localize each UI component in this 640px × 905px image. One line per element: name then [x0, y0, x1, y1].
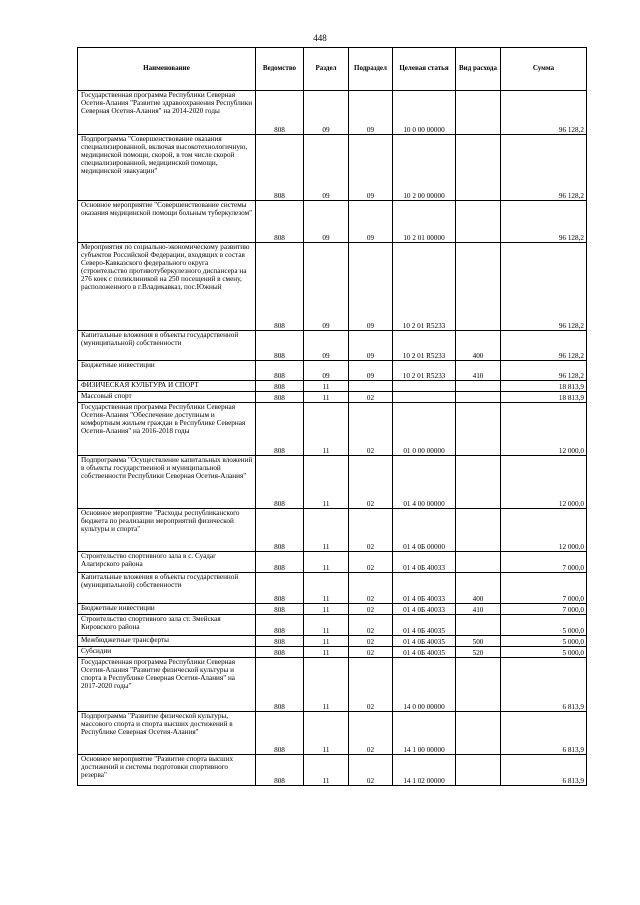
- cell-ved: 808: [256, 135, 304, 201]
- table-row: [78, 201, 587, 243]
- cell-podrazdel: 02: [349, 712, 393, 755]
- cell-podrazdel: 09: [349, 243, 393, 331]
- cell-name: Государственная программа Республики Северная Осетия-Алания "Развитие физической культуры и спорта в Республике Северная Осетия-Алания" на 2017-2020 годы": [78, 658, 256, 712]
- cell-name: Субсидии: [78, 647, 256, 658]
- cell-sum: 18 813,9: [501, 392, 587, 403]
- cell-podrazdel: 02: [349, 392, 393, 403]
- cell-razdel: 11: [304, 381, 349, 392]
- cell-vid: [456, 91, 501, 135]
- cell-cel: 10 2 01 R5233: [393, 331, 456, 361]
- cell-cel: 01 4 0Б 40035: [393, 647, 456, 658]
- cell-razdel: 11: [304, 712, 349, 755]
- table-row: [78, 712, 587, 755]
- cell-vid: [456, 712, 501, 755]
- cell-ved: 808: [256, 647, 304, 658]
- cell-vid: [456, 456, 501, 509]
- cell-razdel: 11: [304, 573, 349, 604]
- cell-cel: [393, 392, 456, 403]
- cell-name: Капитальные вложения в объекты государственной (муниципальной) собственности: [78, 331, 256, 361]
- table-row: [78, 552, 587, 573]
- cell-cel: 01 4 0Б 40035: [393, 615, 456, 636]
- budget-table: [77, 47, 587, 786]
- cell-razdel: 11: [304, 647, 349, 658]
- table-row: [78, 658, 587, 712]
- cell-cel: 10 2 00 00000: [393, 135, 456, 201]
- cell-sum: 96 128,2: [501, 91, 587, 135]
- table-row: [78, 636, 587, 647]
- cell-podrazdel: 02: [349, 573, 393, 604]
- cell-sum: 96 128,2: [501, 243, 587, 331]
- cell-sum: 5 000,0: [501, 636, 587, 647]
- table-row: [78, 392, 587, 403]
- table-row: [78, 135, 587, 201]
- cell-podrazdel: 02: [349, 615, 393, 636]
- cell-sum: 7 000,0: [501, 552, 587, 573]
- cell-name: Основное мероприятие "Расходы республиканского бюджета по реализации мероприятий физической культуры и спорта": [78, 509, 256, 552]
- table-row: [78, 647, 587, 658]
- cell-cel: 01 4 0Б 40033: [393, 604, 456, 615]
- cell-podrazdel: 09: [349, 135, 393, 201]
- cell-vid: [456, 615, 501, 636]
- cell-podrazdel: 02: [349, 552, 393, 573]
- cell-sum: 7 000,0: [501, 573, 587, 604]
- cell-cel: 10 0 00 00000: [393, 91, 456, 135]
- cell-sum: 96 128,2: [501, 135, 587, 201]
- cell-name: ФИЗИЧЕСКАЯ КУЛЬТУРА И СПОРТ: [78, 381, 256, 392]
- cell-razdel: 11: [304, 604, 349, 615]
- cell-vid: [456, 381, 501, 392]
- cell-cel: 01 0 00 00000: [393, 403, 456, 456]
- cell-podrazdel: 02: [349, 755, 393, 786]
- cell-razdel: 11: [304, 552, 349, 573]
- cell-sum: 18 813,9: [501, 381, 587, 392]
- cell-sum: 7 000,0: [501, 604, 587, 615]
- cell-podrazdel: 09: [349, 91, 393, 135]
- page-number: 448: [313, 33, 327, 43]
- cell-ved: 808: [256, 392, 304, 403]
- table-row: [78, 755, 587, 786]
- cell-vid: [456, 392, 501, 403]
- cell-cel: 10 2 01 00000: [393, 201, 456, 243]
- cell-podrazdel: 02: [349, 509, 393, 552]
- cell-razdel: 11: [304, 636, 349, 647]
- header-razdel: Раздел: [304, 48, 349, 91]
- cell-podrazdel: 02: [349, 658, 393, 712]
- cell-cel: 14 1 02 00000: [393, 755, 456, 786]
- cell-podrazdel: 02: [349, 604, 393, 615]
- cell-ved: 808: [256, 243, 304, 331]
- cell-ved: 808: [256, 658, 304, 712]
- cell-name: Подпрограмма "Осуществление капитальных вложений в объекты государственной и муниципальной собственности Республики Северная Осетия-Алания": [78, 456, 256, 509]
- cell-name: Государственная программа Республики Северная Осетия-Алания "Развитие здравоохранения Республики Северная Осетия-Алания" на 2014-2020 годы: [78, 91, 256, 135]
- header-vid: Вид расхода: [456, 48, 501, 91]
- table-row: [78, 403, 587, 456]
- header-summa: Сумма: [501, 48, 587, 91]
- cell-razdel: 11: [304, 755, 349, 786]
- cell-ved: 808: [256, 456, 304, 509]
- cell-name: Государственная программа Республики Северная Осетия-Алания "Обеспечение доступным и комфортным жильем граждан в Республике Северная Осетия-Алания" на 2016-2018 годы: [78, 403, 256, 456]
- cell-name: Массовый спорт: [78, 392, 256, 403]
- table-row: [78, 243, 587, 331]
- cell-podrazdel: 09: [349, 331, 393, 361]
- table-row: [78, 331, 587, 361]
- cell-vid: 410: [456, 361, 501, 381]
- cell-razdel: 11: [304, 658, 349, 712]
- cell-cel: 10 2 01 R5233: [393, 243, 456, 331]
- cell-cel: 10 2 01 R5233: [393, 361, 456, 381]
- cell-ved: 808: [256, 381, 304, 392]
- cell-ved: 808: [256, 361, 304, 381]
- cell-sum: 6 813,9: [501, 755, 587, 786]
- cell-ved: 808: [256, 636, 304, 647]
- cell-ved: 808: [256, 403, 304, 456]
- header-row: [78, 48, 587, 91]
- cell-razdel: 11: [304, 403, 349, 456]
- cell-sum: 6 813,9: [501, 658, 587, 712]
- cell-vid: [456, 243, 501, 331]
- table-row: [78, 381, 587, 392]
- cell-name: Бюджетные инвестиции: [78, 604, 256, 615]
- cell-name: Мероприятия по социально-экономическому развитию субъектов Российской Федерации, входящих в состав Северо-Кавказского федерального округа (строительство противотуберкулезного диспансера на 276 коек с поликлиникой на 250 посещений в смену, расположенного в г.Владикавказ, пос.Южный: [78, 243, 256, 331]
- cell-vid: 410: [456, 604, 501, 615]
- cell-podrazdel: 02: [349, 636, 393, 647]
- cell-name: Межбюджетные трансферты: [78, 636, 256, 647]
- cell-vid: [456, 658, 501, 712]
- cell-sum: 6 813,9: [501, 712, 587, 755]
- header-celevaya: Целевая статья: [393, 48, 456, 91]
- header-podrazdel: Подраздел: [349, 48, 393, 91]
- cell-podrazdel: [349, 381, 393, 392]
- cell-razdel: 09: [304, 201, 349, 243]
- cell-podrazdel: 09: [349, 361, 393, 381]
- table-row: [78, 573, 587, 604]
- cell-razdel: 11: [304, 615, 349, 636]
- cell-vid: [456, 403, 501, 456]
- table-row: [78, 509, 587, 552]
- cell-vid: [456, 509, 501, 552]
- cell-ved: 808: [256, 712, 304, 755]
- cell-cel: 01 4 0Б 40035: [393, 636, 456, 647]
- cell-ved: 808: [256, 509, 304, 552]
- table-row: [78, 615, 587, 636]
- cell-sum: 12 000,0: [501, 456, 587, 509]
- cell-ved: 808: [256, 331, 304, 361]
- table-row: [78, 91, 587, 135]
- cell-sum: 5 000,0: [501, 647, 587, 658]
- cell-name: Бюджетные инвестиции: [78, 361, 256, 381]
- cell-ved: 808: [256, 604, 304, 615]
- cell-name: Основное мероприятие "Развитие спорта высших достижений и системы подготовки спортивного резерва": [78, 755, 256, 786]
- cell-name: Подпрограмма "Совершенствование оказания специализированной, включая высокотехнологичную, медицинской помощи, скорой, в том числе скорой специализированной, медицинской помощи, медицинской эвакуации": [78, 135, 256, 201]
- cell-cel: 14 1 00 00000: [393, 712, 456, 755]
- cell-cel: 14 0 00 00000: [393, 658, 456, 712]
- cell-razdel: 09: [304, 361, 349, 381]
- table-row: [78, 361, 587, 381]
- cell-vid: 400: [456, 573, 501, 604]
- cell-razdel: 11: [304, 509, 349, 552]
- cell-sum: 96 128,2: [501, 331, 587, 361]
- cell-podrazdel: 02: [349, 403, 393, 456]
- cell-name: Подпрограмма "Развитие физической культуры, массового спорта и спорта высших достижений в Республике Северная Осетия-Алания": [78, 712, 256, 755]
- cell-razdel: 09: [304, 91, 349, 135]
- cell-cel: 01 4 00 00000: [393, 456, 456, 509]
- cell-cel: 01 4 0Б 40033: [393, 552, 456, 573]
- cell-vid: 520: [456, 647, 501, 658]
- cell-name: Строительство спортивного зала ст. Змейская Кировского района: [78, 615, 256, 636]
- cell-cel: 01 4 0Б 00000: [393, 509, 456, 552]
- cell-sum: 96 128,2: [501, 201, 587, 243]
- cell-ved: 808: [256, 573, 304, 604]
- cell-vid: [456, 135, 501, 201]
- cell-ved: 808: [256, 91, 304, 135]
- cell-ved: 808: [256, 615, 304, 636]
- cell-razdel: 11: [304, 456, 349, 509]
- cell-name: Строительство спортивного зала в с. Суадаг Алагирского района: [78, 552, 256, 573]
- header-name: Наименование: [78, 48, 256, 91]
- cell-sum: 5 000,0: [501, 615, 587, 636]
- cell-razdel: 09: [304, 243, 349, 331]
- cell-sum: 12 000,0: [501, 509, 587, 552]
- header-ved: Ведомство: [256, 48, 304, 91]
- cell-vid: [456, 552, 501, 573]
- cell-razdel: 11: [304, 392, 349, 403]
- cell-name: Основное мероприятие "Совершенствование системы оказания медицинской помощи больным туберкулезом": [78, 201, 256, 243]
- cell-cel: [393, 381, 456, 392]
- cell-razdel: 09: [304, 331, 349, 361]
- cell-cel: 01 4 0Б 40033: [393, 573, 456, 604]
- cell-vid: 500: [456, 636, 501, 647]
- table-row: [78, 604, 587, 615]
- cell-podrazdel: 02: [349, 647, 393, 658]
- cell-name: Капитальные вложения в объекты государственной (муниципальной) собственности: [78, 573, 256, 604]
- cell-ved: 808: [256, 201, 304, 243]
- cell-vid: [456, 201, 501, 243]
- cell-vid: [456, 755, 501, 786]
- table-row: [78, 456, 587, 509]
- cell-sum: 96 128,2: [501, 361, 587, 381]
- cell-sum: 12 000,0: [501, 403, 587, 456]
- cell-podrazdel: 02: [349, 456, 393, 509]
- cell-ved: 808: [256, 552, 304, 573]
- cell-podrazdel: 09: [349, 201, 393, 243]
- cell-ved: 808: [256, 755, 304, 786]
- cell-vid: 400: [456, 331, 501, 361]
- cell-razdel: 09: [304, 135, 349, 201]
